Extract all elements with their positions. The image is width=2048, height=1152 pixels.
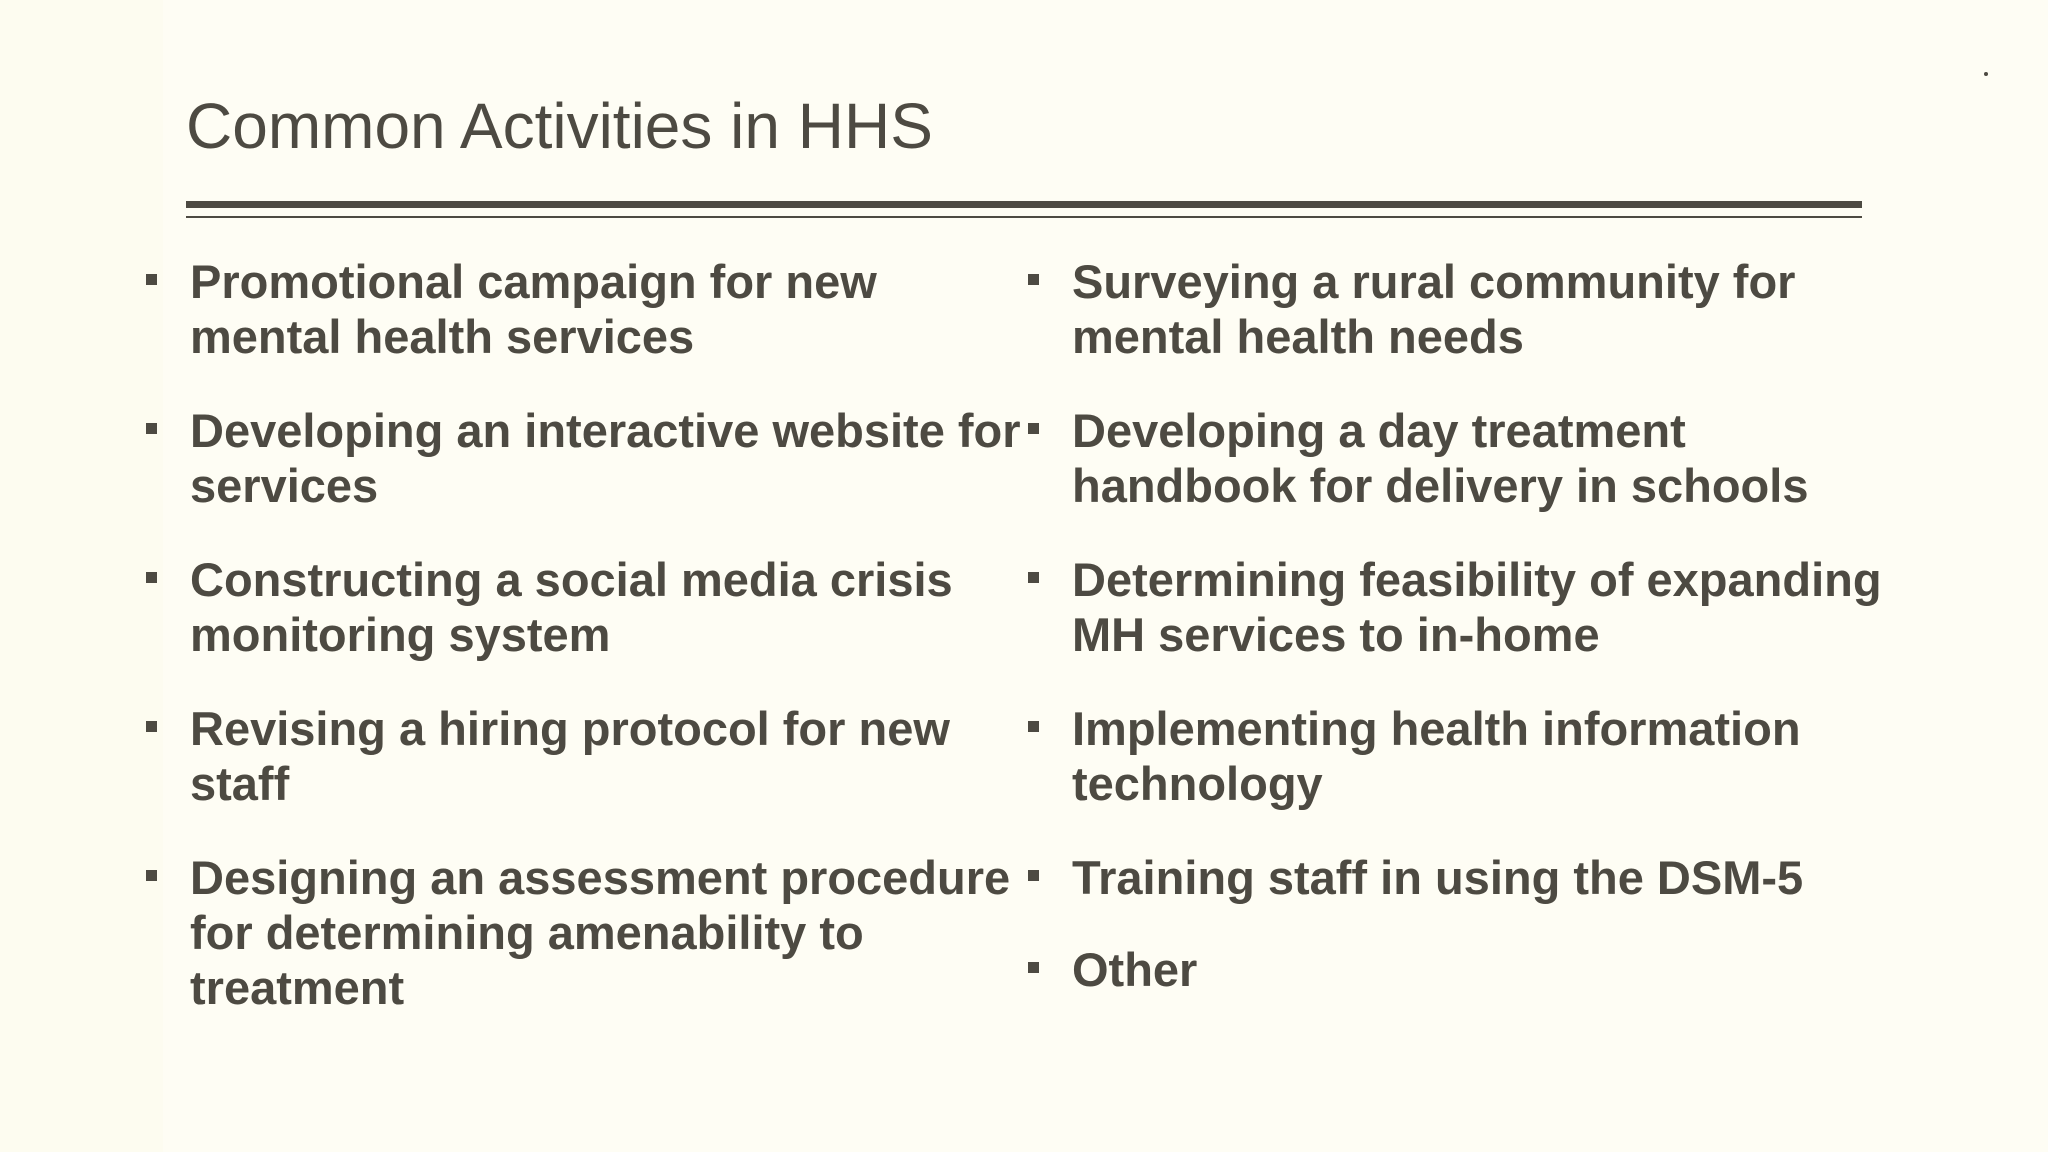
list-item-text: Promotional campaign for new mental health services (190, 255, 877, 363)
square-bullet-icon (146, 423, 157, 434)
list-item-text: Training staff in using the DSM-5 (1072, 851, 1804, 904)
list-item (146, 254, 1026, 364)
list-item-text: Designing an assessment procedure for determining amenability to treatment (190, 851, 1011, 1014)
list-item (1028, 403, 1888, 513)
list-item-text: Revising a hiring protocol for new staff (190, 702, 950, 810)
title-rule-thick (186, 201, 1862, 208)
list-item (1028, 701, 1888, 811)
list-item (1028, 254, 1888, 364)
square-bullet-icon (1028, 870, 1039, 881)
square-bullet-icon (1028, 962, 1039, 973)
list-item (1028, 942, 1888, 997)
list-item (146, 552, 1026, 662)
square-bullet-icon (146, 870, 157, 881)
list-item (146, 403, 1026, 513)
list-item-text: Other (1072, 943, 1198, 996)
list-item (1028, 552, 1888, 662)
right-bullet-list (1028, 254, 1888, 1034)
square-bullet-icon (146, 274, 157, 285)
title-rule-thin (186, 216, 1862, 218)
list-item (1028, 850, 1888, 905)
square-bullet-icon (1028, 572, 1039, 583)
list-item (146, 850, 1026, 1015)
square-bullet-icon (1028, 423, 1039, 434)
slide-title: Common Activities in HHS (186, 90, 933, 162)
list-item-text: Surveying a rural community for mental health needs (1072, 255, 1796, 363)
left-bullet-list (146, 254, 1026, 1054)
square-bullet-icon (1028, 274, 1039, 285)
list-item-text: Determining feasibility of expanding MH services to in-home (1072, 553, 1882, 661)
list-item-text: Implementing health information technology (1072, 702, 1801, 810)
list-item-text: Developing an interactive website for services (190, 404, 1021, 512)
square-bullet-icon (146, 572, 157, 583)
square-bullet-icon (1028, 721, 1039, 732)
left-margin-shade (0, 0, 163, 1152)
list-item (146, 701, 1026, 811)
list-item-text: Developing a day treatment handbook for delivery in schools (1072, 404, 1809, 512)
corner-dot (1984, 72, 1988, 76)
list-item-text: Constructing a social media crisis monitoring system (190, 553, 953, 661)
square-bullet-icon (146, 721, 157, 732)
